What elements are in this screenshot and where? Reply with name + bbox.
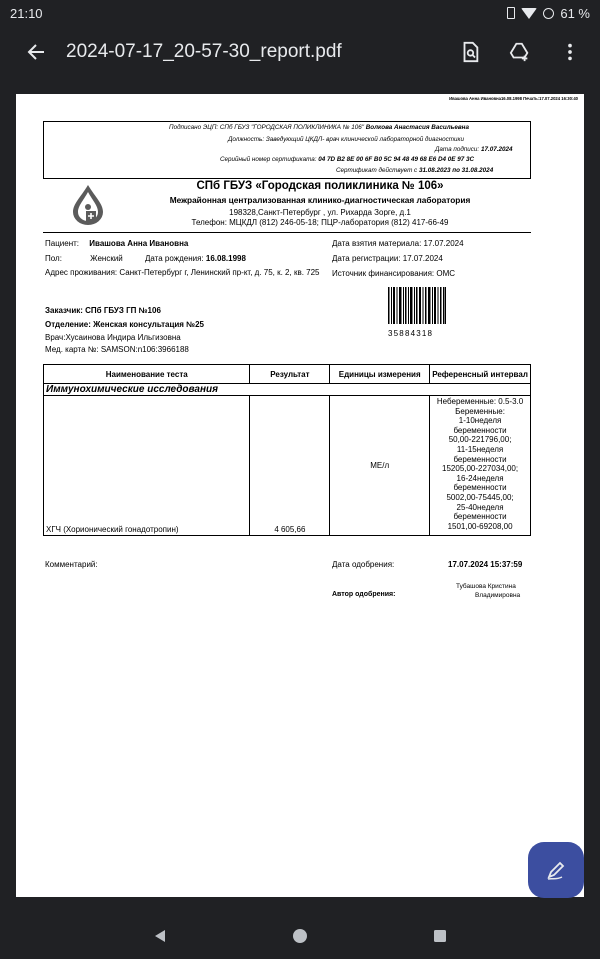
signature-date-label: Дата подписи: — [435, 146, 480, 153]
status-bar — [0, 0, 600, 26]
signature-position-label: Должность: — [228, 136, 265, 143]
sex-value: Женский — [90, 254, 123, 263]
reference-line: 15205,00-227034,00; — [442, 464, 519, 474]
reference-line: 50,00-221796,00; — [448, 435, 512, 445]
document-title: 2024-07-17_20-57-30_report.pdf — [66, 41, 342, 62]
circle-home-icon — [292, 928, 308, 944]
battery-icon — [543, 8, 554, 19]
print-line: Ивашова Анна Ивановна16.08.1998 Печать:17.07.2024 16:30:40 — [449, 96, 578, 101]
find-in-page-icon — [459, 41, 481, 63]
drive-add-icon — [509, 41, 531, 63]
reference-line: 1-10неделя — [458, 416, 502, 426]
pdf-page[interactable] — [16, 94, 584, 897]
approval-label: Дата одобрения: — [332, 560, 395, 569]
nav-recents-button[interactable] — [430, 926, 450, 946]
address-label: Адрес проживания: — [45, 268, 118, 277]
author-label: Автор одобрения: — [332, 591, 396, 598]
approval-date: 17.07.2024 15:37:59 — [448, 560, 523, 569]
barcode-number: 35884318 — [388, 329, 434, 338]
lab-name: Межрайонная централизованная клинико-диагностическая лаборатория — [169, 195, 471, 205]
more-vert-icon — [559, 41, 581, 63]
customer: Заказчик: СПб ГБУЗ ГП №106 — [45, 306, 161, 315]
save-to-drive-button[interactable] — [500, 32, 540, 72]
back-button[interactable] — [14, 30, 58, 74]
reference-line: беременности — [453, 425, 507, 435]
header-units: Единицы измерения — [330, 365, 430, 384]
org-address: 198328,Санкт-Петербург , ул. Рихарда Зорге, д.1 — [229, 208, 411, 217]
clock: 21:10 — [10, 5, 43, 21]
address-value: Санкт-Петербург г, Ленинский пр-кт, д. 75, к. 2, кв. 725 — [119, 268, 320, 277]
signature-valid: 31.08.2023 по 31.08.2024 — [418, 167, 494, 174]
header-divider — [43, 232, 531, 233]
triangle-back-icon — [152, 928, 168, 944]
doctor: Врач:Хусаинова Индира Ильгизовна — [45, 333, 181, 342]
table-row — [44, 396, 531, 536]
dob-value: 16.08.1998 — [205, 254, 246, 263]
dob-label: Дата рождения: — [144, 254, 204, 263]
reference-line: Беременные: — [455, 406, 505, 416]
comment-label: Комментарий: — [45, 560, 98, 569]
reference-line: 11-15неделя — [456, 444, 504, 454]
registration-date: Дата регистрации: 17.07.2024 — [332, 254, 443, 263]
results-table — [43, 364, 531, 536]
signature-position: Заведующий ЦКДЛ- врач клинической лабораторной диагностики — [265, 136, 464, 143]
patient-label: Пациент: — [45, 239, 80, 248]
vibrate-icon — [507, 7, 515, 19]
table-header-row — [44, 365, 531, 384]
author-name: Тубашова Кристина — [456, 583, 516, 590]
square-recents-icon — [432, 928, 448, 944]
more-options-button[interactable] — [550, 32, 590, 72]
app-bar — [0, 26, 600, 78]
header-reference: Референсный интервал — [430, 365, 531, 384]
signature-signed: Подписано ЭЦП: СПб ГБУЗ "ГОРОДСКАЯ ПОЛИКЛИНИКА № 106" — [169, 124, 364, 131]
edit-pen-icon — [544, 858, 568, 882]
section-row — [44, 384, 531, 396]
reference-line: беременности — [453, 454, 507, 464]
signature-serial-label: Серийный номер сертификата: — [220, 156, 317, 163]
org-name: СПб ГБУЗ «Городская поликлиника № 106» — [196, 180, 444, 192]
reference-line: Небеременные: 0.5-3.0 — [436, 397, 524, 406]
header-test-name: Наименование теста — [44, 365, 250, 384]
medical-card: Мед. карта №: SAMSON:n106:3966188 — [45, 345, 189, 354]
signature-signer: Волкова Анастасия Васильевна — [365, 124, 469, 131]
signature-date: 17.07.2024 — [480, 146, 513, 153]
reference-line: беременности — [453, 512, 507, 522]
funding-source: Источник финансирования: ОМС — [332, 269, 456, 278]
wifi-icon — [521, 8, 537, 19]
barcode — [388, 287, 446, 324]
header-result: Результат — [250, 365, 330, 384]
nav-back-button[interactable] — [150, 926, 170, 946]
test-result: 4 605,66 — [250, 396, 330, 536]
reference-line: 1501,00-69208,00 — [447, 521, 513, 531]
annotate-button[interactable] — [528, 842, 584, 898]
battery-level: 61 % — [560, 5, 590, 21]
sample-date: Дата взятия материала: 17.07.2024 — [332, 239, 464, 248]
department: Отделение: Женская консультация №25 — [45, 320, 204, 329]
org-phones: Телефон: МЦКДЛ (812) 246-05-18; ПЦР-лаборатория (812) 417-66-49 — [191, 218, 449, 227]
reference-line: беременности — [453, 483, 507, 493]
reference-line: 5002,00-75445,00; — [446, 492, 514, 502]
signature-serial: 04 7D B2 8E 00 6F B0 5C 94 48 49 68 E6 D4 0E 97 3C — [318, 156, 475, 163]
reference-line: 16-24неделя — [456, 473, 504, 483]
sex-label: Пол: — [45, 254, 62, 263]
signature-box — [43, 121, 531, 179]
test-name: ХГЧ (Хорионический гонадотропин) — [44, 396, 250, 536]
section-title: Иммунохимические исследования — [44, 384, 531, 396]
search-in-document-button[interactable] — [450, 32, 490, 72]
arrow-left-icon — [26, 42, 46, 62]
reference-line: 25-40неделя — [456, 502, 504, 512]
test-units: МЕ/л — [330, 396, 430, 536]
nav-home-button[interactable] — [290, 926, 310, 946]
signature-valid-label: Сертификат действует с — [336, 167, 418, 174]
patient-name: Ивашова Анна Ивановна — [89, 239, 189, 248]
system-nav-bar — [0, 912, 600, 959]
reference-interval — [430, 396, 531, 536]
author-patronymic: Владимировна — [475, 592, 521, 599]
